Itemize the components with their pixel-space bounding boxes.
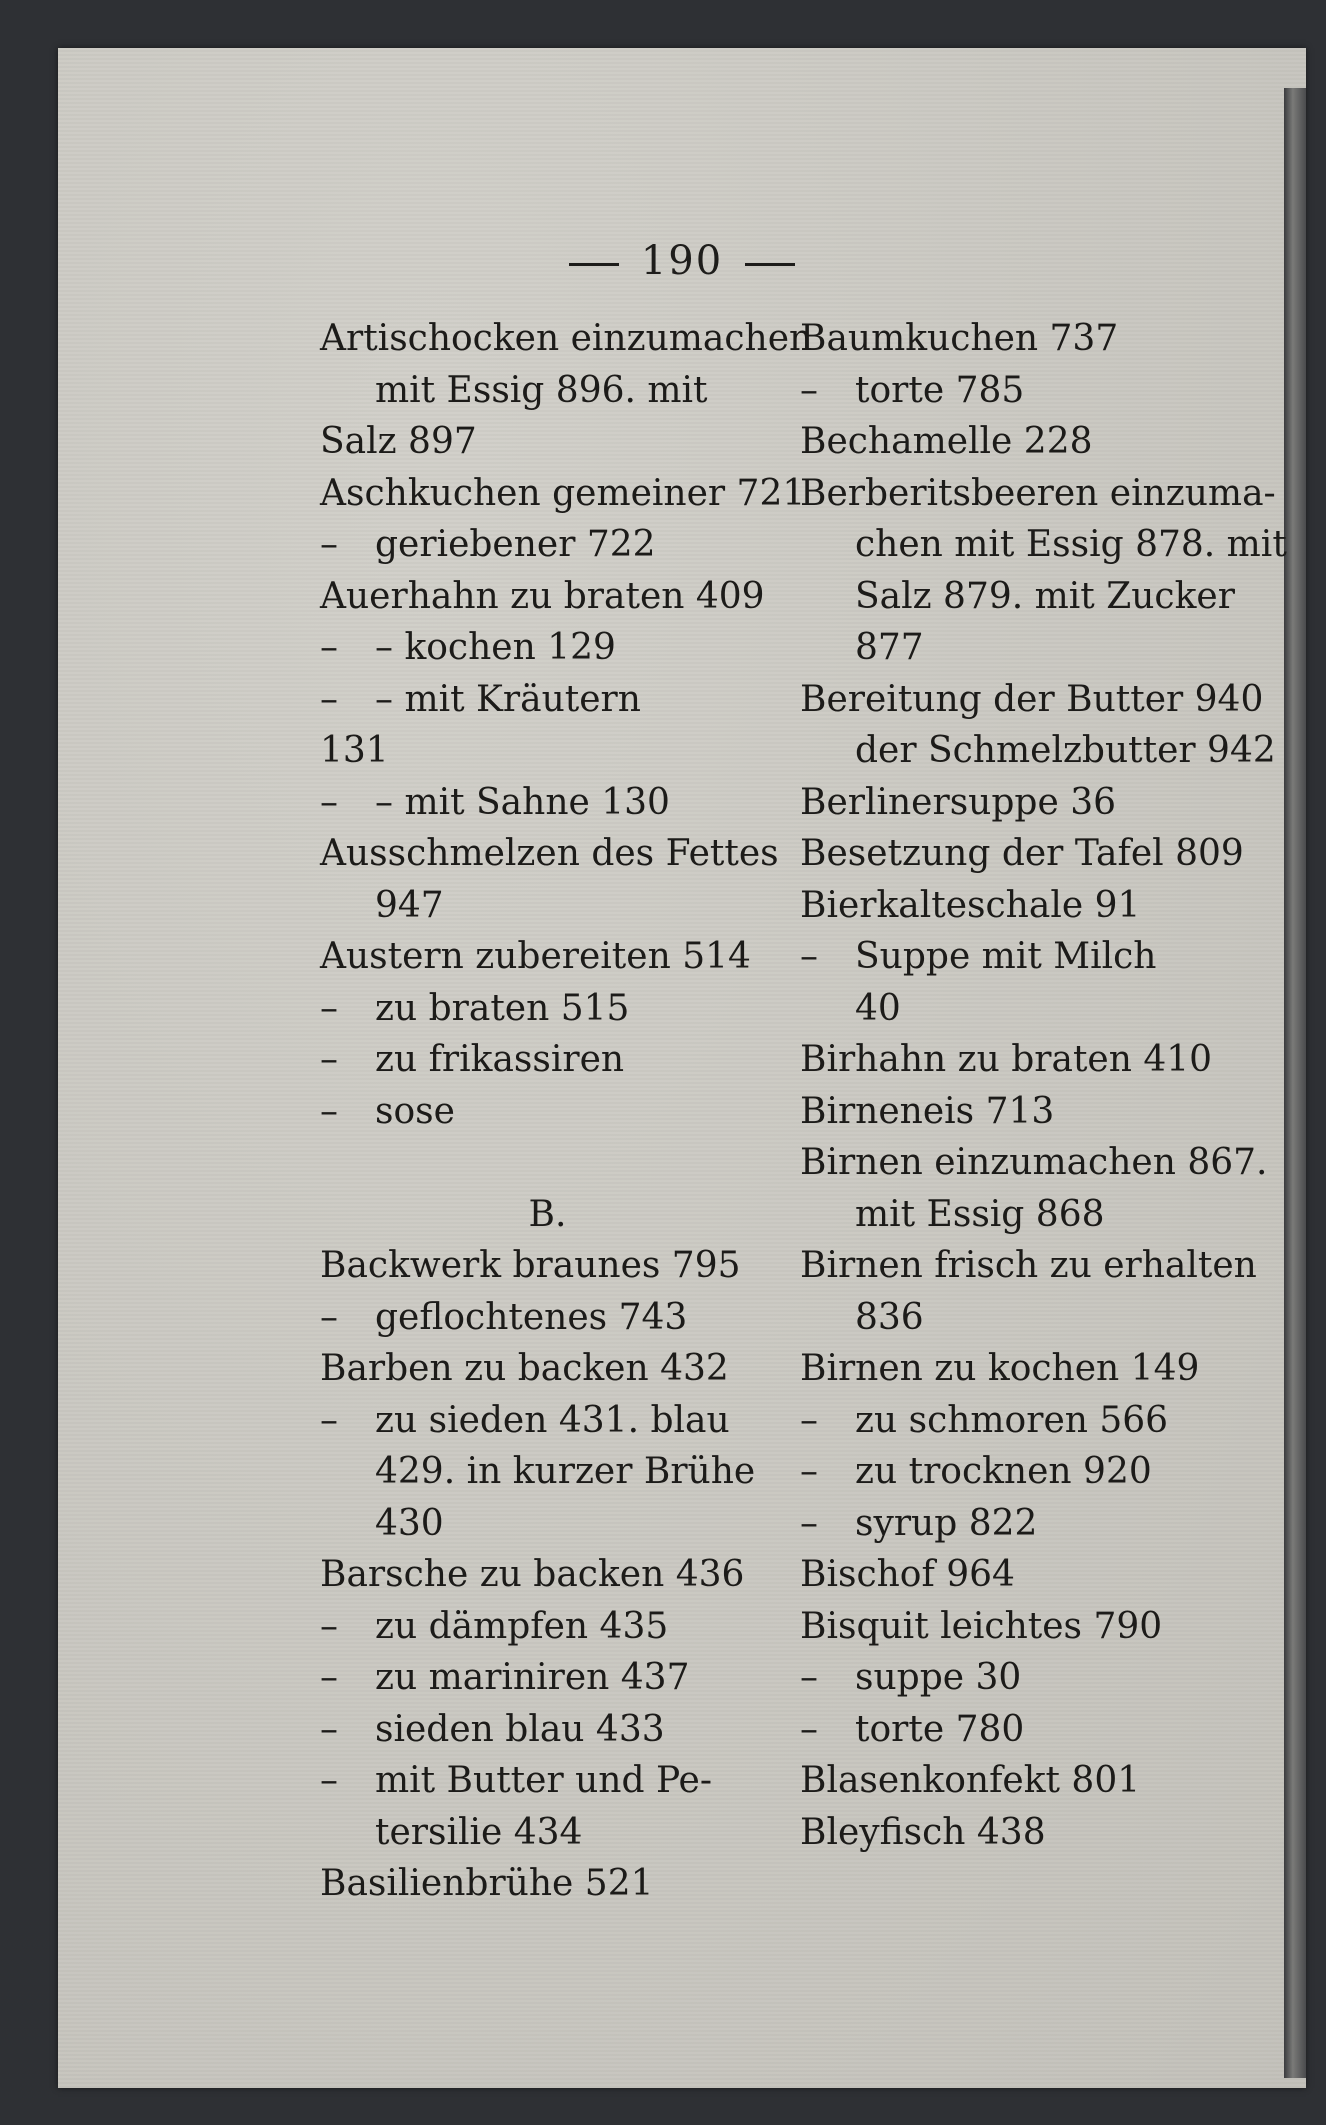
ditto-dash: – — [320, 1760, 338, 1801]
index-entry — [800, 1240, 1255, 1292]
index-entry — [800, 1137, 1268, 1189]
entry-text: Birnen einzumachen 867. — [800, 1142, 1268, 1183]
index-entry — [800, 1755, 1255, 1807]
index-entry — [320, 1292, 775, 1344]
index-entry — [320, 983, 775, 1035]
ditto-dash: – — [800, 369, 818, 411]
index-entry — [800, 1189, 1255, 1241]
entry-text: Aschkuchen gemeiner 721 — [320, 472, 806, 514]
section-letter — [320, 1189, 775, 1241]
ditto-dash: – — [320, 1605, 338, 1647]
entry-text: 131 — [320, 730, 389, 771]
entry-text: – mit Sahne 130 — [375, 781, 670, 823]
index-entry — [800, 1034, 1255, 1086]
index-entry — [320, 313, 813, 365]
entry-text: Barben zu backen 432 — [320, 1348, 729, 1389]
entry-text: Bierkalteschale 91 — [800, 884, 1141, 926]
entry-text: Artischocken einzumachen — [320, 318, 813, 359]
entry-text: geriebener 722 — [375, 524, 656, 565]
index-entry — [800, 931, 1255, 983]
entry-text: zu trocknen 920 — [855, 1451, 1152, 1492]
entry-text: torte 780 — [855, 1708, 1025, 1750]
page-edge — [1284, 88, 1306, 2078]
ditto-dash: – — [320, 1399, 338, 1441]
entry-text: zu mariniren 437 — [375, 1657, 690, 1698]
index-entry — [800, 1498, 1255, 1550]
index-entry — [800, 571, 1255, 623]
entry-text: chen mit Essig 878. mit — [855, 524, 1287, 565]
index-entry — [320, 674, 775, 726]
entry-text: Auerhahn zu braten 409 — [320, 575, 765, 617]
ditto-dash: – — [800, 936, 818, 977]
index-entry — [320, 1086, 775, 1138]
entry-text: Salz 897 — [320, 421, 477, 462]
entry-text: B. — [528, 1193, 567, 1235]
index-entry — [800, 1601, 1255, 1653]
ditto-dash: – — [320, 678, 338, 720]
entry-text: Besetzung der Tafel 809 — [800, 833, 1244, 874]
index-entry — [800, 622, 1255, 674]
header-dash-right — [745, 263, 795, 266]
ditto-dash: – — [800, 1657, 818, 1698]
entry-text: mit Butter und Pe- — [375, 1760, 713, 1801]
book-page — [58, 48, 1306, 2088]
entry-text: zu frikassiren — [375, 1039, 625, 1080]
entry-text: Birneneis 713 — [800, 1090, 1055, 1132]
entry-text: Barsche zu backen 436 — [320, 1554, 745, 1595]
index-column-right — [800, 313, 1287, 1858]
ditto-dash: – — [800, 1708, 818, 1750]
index-entry — [320, 571, 775, 623]
index-entry — [320, 1652, 775, 1704]
index-entry — [800, 1549, 1255, 1601]
entry-text: Bleyfisch 438 — [800, 1811, 1046, 1853]
index-entry — [320, 1446, 775, 1498]
entry-text: zu schmoren 566 — [855, 1399, 1169, 1441]
index-entry — [800, 1807, 1255, 1859]
entry-text: Backwerk braunes 795 — [320, 1245, 741, 1286]
index-entry — [800, 828, 1255, 880]
entry-text: Suppe mit Milch — [855, 936, 1157, 977]
index-entry — [320, 777, 775, 829]
entry-text: Bechamelle 228 — [800, 421, 1093, 462]
index-entry — [320, 931, 775, 983]
index-column-left — [320, 313, 813, 1910]
entry-text: 836 — [855, 1296, 924, 1338]
page-header — [58, 238, 1306, 284]
index-entry — [320, 1137, 775, 1189]
index-entry — [800, 1292, 1255, 1344]
index-entry — [320, 519, 775, 571]
entry-text: Birnen frisch zu erhalten — [800, 1245, 1257, 1286]
ditto-dash: – — [320, 987, 338, 1029]
ditto-dash: – — [800, 1399, 818, 1441]
entry-text: Bischof 964 — [800, 1554, 1015, 1595]
index-entry — [320, 1549, 775, 1601]
ditto-dash: – — [320, 781, 338, 823]
entry-text: – mit Kräutern — [375, 678, 641, 720]
index-entry — [320, 1704, 775, 1756]
index-entry — [320, 416, 775, 468]
entry-text: Birnen zu kochen 149 — [800, 1348, 1200, 1389]
entry-text: Blasenkonfekt 801 — [800, 1760, 1141, 1801]
page-number: 190 — [640, 238, 724, 284]
index-entry — [320, 468, 806, 520]
entry-text: 429. in kurzer Brühe — [375, 1451, 756, 1492]
entry-text: 40 — [855, 987, 901, 1029]
entry-text: sose — [375, 1090, 455, 1132]
index-entry — [320, 725, 775, 777]
entry-text: Bisquit leichtes 790 — [800, 1605, 1163, 1647]
entry-text: suppe 30 — [855, 1657, 1022, 1698]
index-entry — [800, 1446, 1255, 1498]
index-entry — [800, 725, 1276, 777]
entry-text: Ausschmelzen des Fettes — [320, 833, 779, 874]
index-entry — [800, 880, 1255, 932]
index-entry — [800, 313, 1255, 365]
index-entry — [800, 983, 1255, 1035]
ditto-dash: – — [320, 1039, 338, 1080]
index-entry — [320, 828, 779, 880]
entry-text: Bereitung der Butter 940 — [800, 678, 1264, 720]
ditto-dash: – — [320, 1296, 338, 1338]
index-entry — [320, 1240, 775, 1292]
ditto-dash: – — [800, 1502, 818, 1544]
entry-text: sieden blau 433 — [375, 1708, 665, 1750]
entry-text: Berberitsbeeren einzuma- — [800, 472, 1276, 514]
index-entry — [800, 519, 1287, 571]
header-dash-left — [569, 263, 619, 266]
entry-text: mit Essig 896. mit — [375, 369, 708, 411]
entry-text: Basilienbrühe 521 — [320, 1863, 654, 1904]
index-entry — [800, 777, 1255, 829]
entry-text: mit Essig 868 — [855, 1193, 1105, 1235]
index-entry — [320, 1034, 775, 1086]
index-entry — [800, 365, 1255, 417]
index-entry — [320, 365, 775, 417]
index-entry — [800, 1704, 1255, 1756]
ditto-dash: – — [800, 1451, 818, 1492]
index-entry — [800, 1343, 1255, 1395]
index-entry — [320, 1395, 775, 1447]
ditto-dash: – — [320, 1090, 338, 1132]
entry-text: 430 — [375, 1502, 444, 1544]
ditto-dash: – — [320, 627, 338, 668]
entry-text: syrup 822 — [855, 1502, 1038, 1544]
entry-text: der Schmelzbutter 942 — [855, 730, 1276, 771]
ditto-dash: – — [320, 524, 338, 565]
entry-text: torte 785 — [855, 369, 1025, 411]
index-entry — [320, 1858, 775, 1910]
entry-text: 947 — [375, 884, 444, 926]
index-entry — [320, 1755, 775, 1807]
entry-text: zu sieden 431. blau — [375, 1399, 730, 1441]
index-entry — [320, 1343, 775, 1395]
index-entry — [320, 622, 775, 674]
entry-text: Austern zubereiten 514 — [320, 936, 751, 977]
index-entry — [320, 1601, 775, 1653]
entry-text: tersilie 434 — [375, 1811, 583, 1853]
entry-text: zu braten 515 — [375, 987, 630, 1029]
index-entry — [800, 468, 1276, 520]
index-entry — [800, 1395, 1255, 1447]
index-entry — [320, 1807, 775, 1859]
index-entry — [320, 880, 775, 932]
entry-text: geflochtenes 743 — [375, 1296, 688, 1338]
index-entry — [800, 1086, 1255, 1138]
entry-text: Birhahn zu braten 410 — [800, 1039, 1213, 1080]
index-entry — [800, 674, 1264, 726]
entry-text: Berlinersuppe 36 — [800, 781, 1117, 823]
entry-text: Salz 879. mit Zucker — [855, 575, 1235, 617]
ditto-dash: – — [320, 1657, 338, 1698]
index-entry — [320, 1498, 775, 1550]
entry-text: 877 — [855, 627, 924, 668]
index-entry — [800, 416, 1255, 468]
index-entry — [800, 1652, 1255, 1704]
entry-text: Baumkuchen 737 — [800, 318, 1119, 359]
entry-text: – kochen 129 — [375, 627, 616, 668]
entry-text: zu dämpfen 435 — [375, 1605, 669, 1647]
ditto-dash: – — [320, 1708, 338, 1750]
